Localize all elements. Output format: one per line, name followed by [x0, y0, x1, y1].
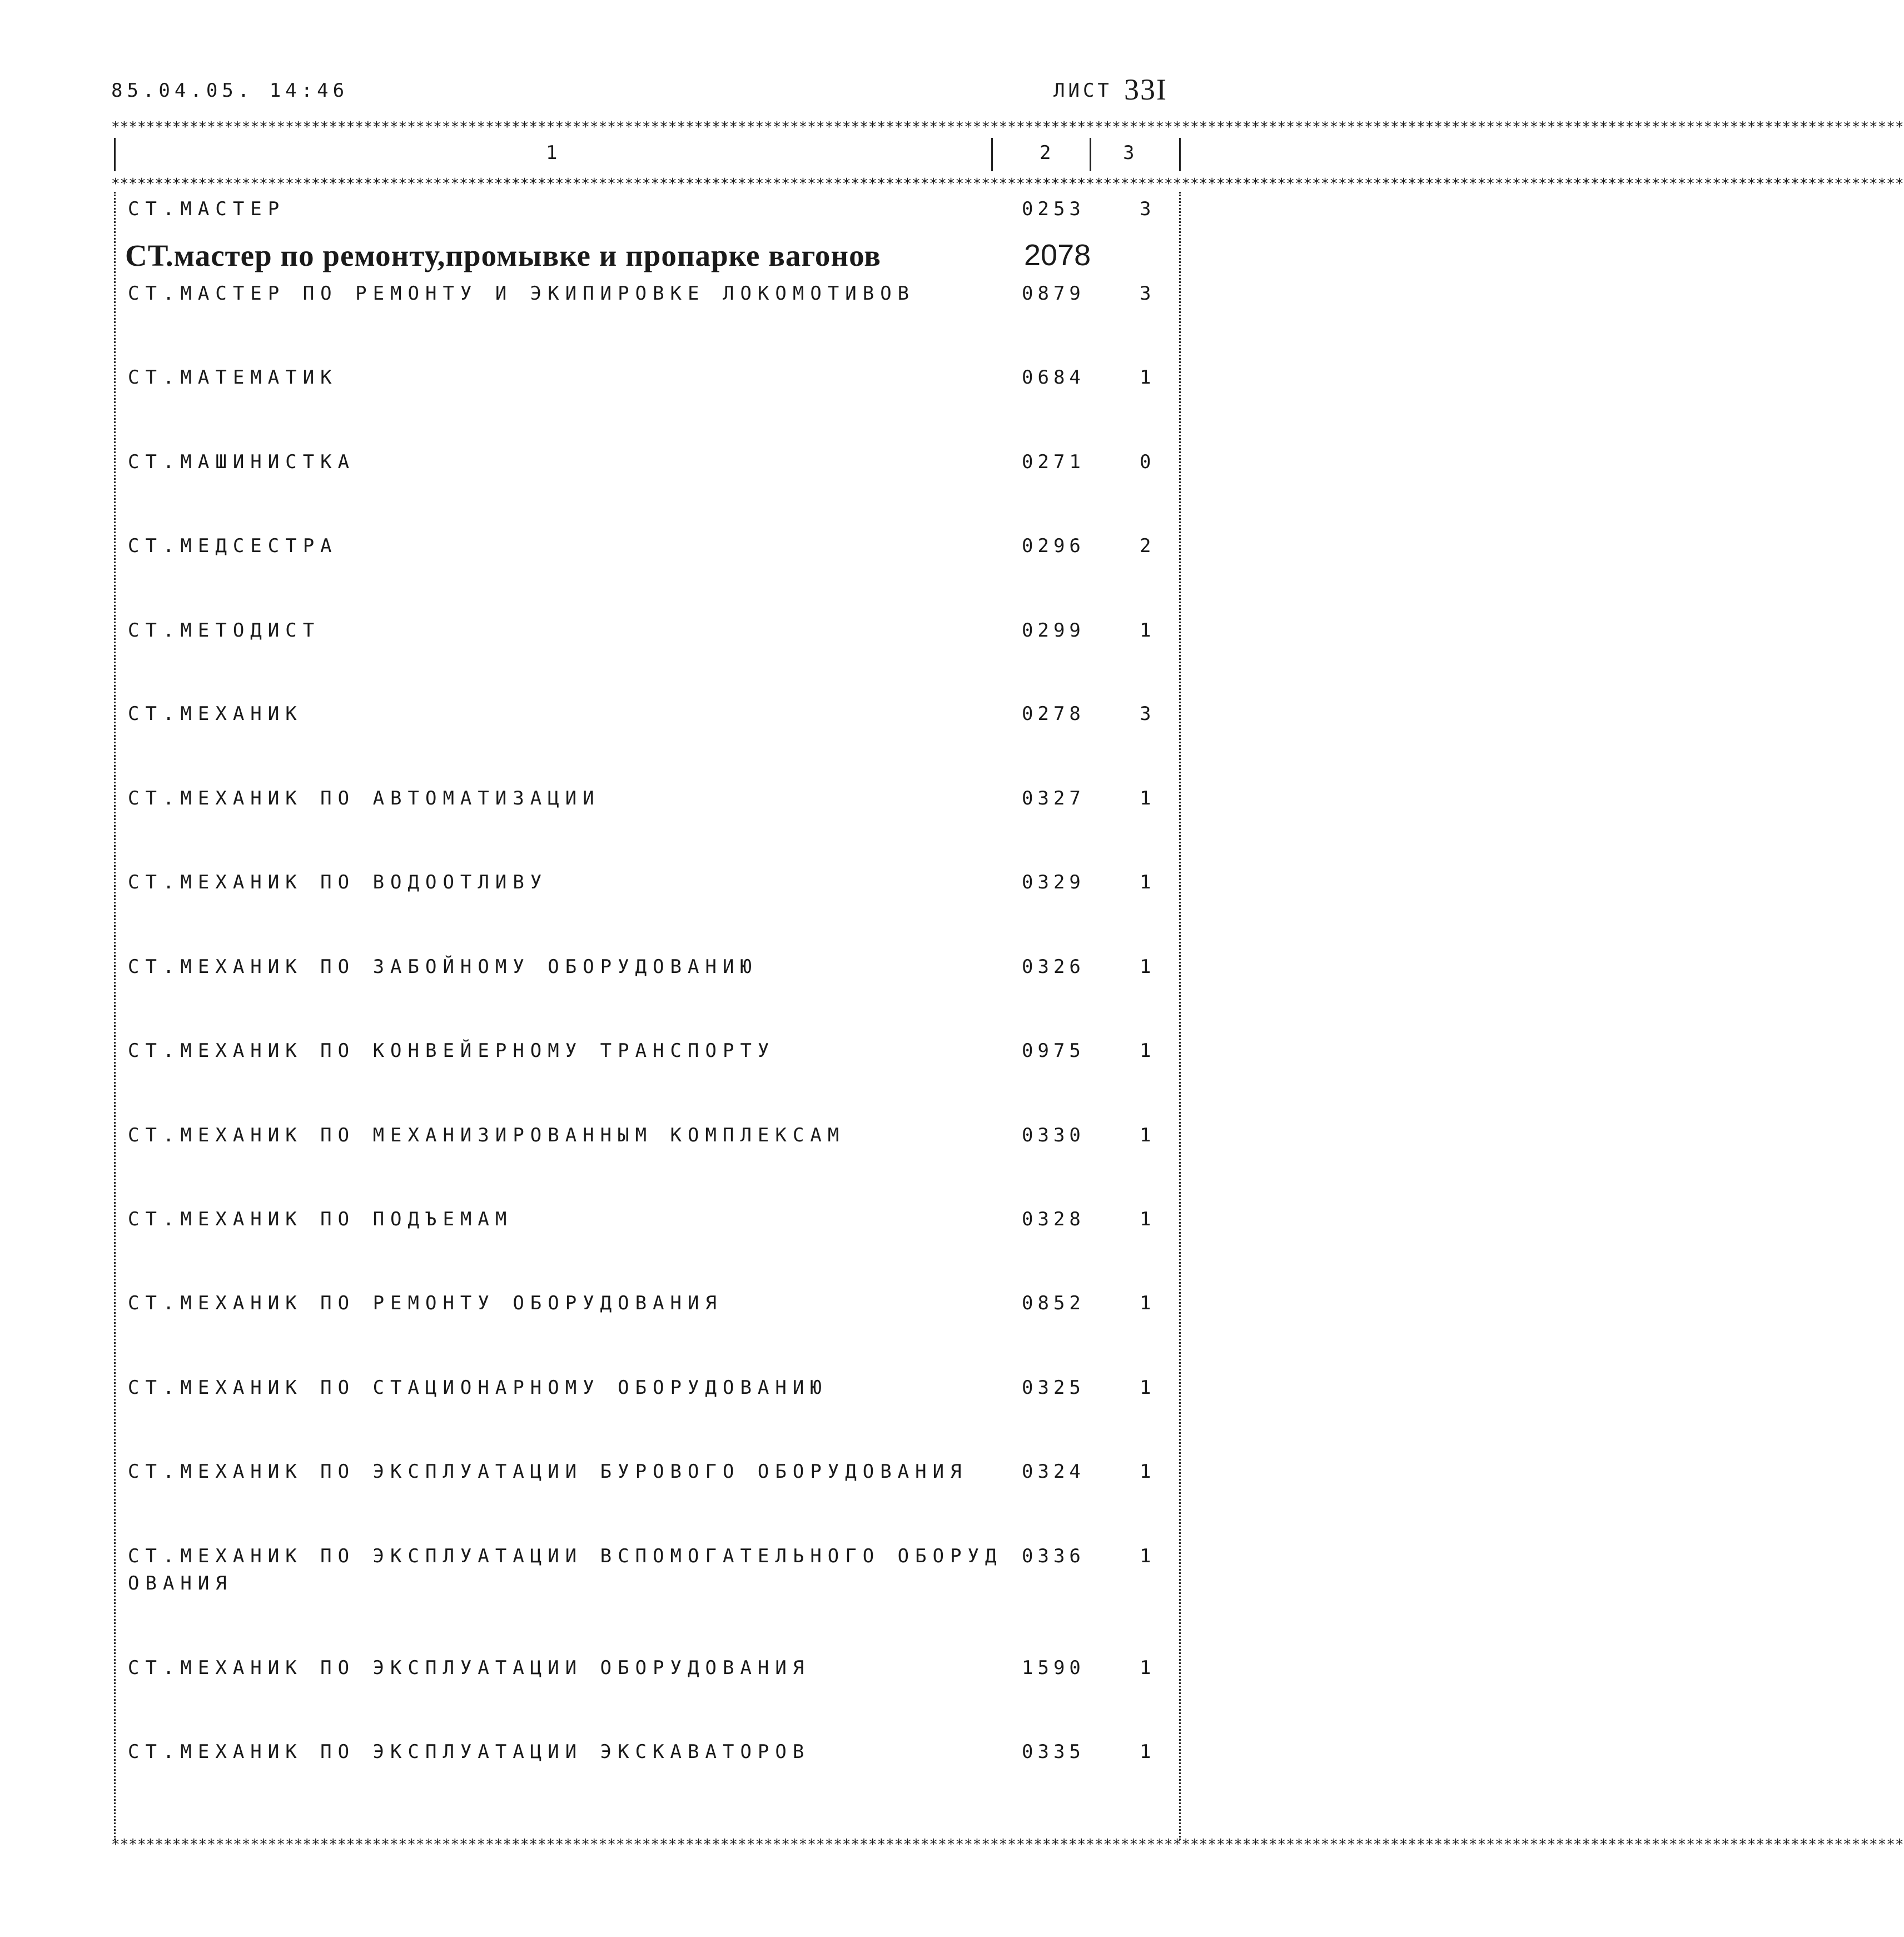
row-name: СТ.МЕХАНИК ПО КОНВЕЙЕРНОМУ ТРАНСПОРТУ: [128, 1040, 775, 1062]
row-category: 2: [1140, 535, 1151, 557]
row-name: СТ.МЕХАНИК ПО ВОДООТЛИВУ: [128, 871, 548, 893]
row-name: СТ.МЕХАНИК ПО АВТОМАТИЗАЦИИ: [128, 787, 600, 809]
row-category: 3: [1140, 198, 1151, 220]
row-code: 0296: [1022, 535, 1085, 557]
row-code: 0324: [1022, 1461, 1085, 1483]
row-name: СТ.МЕХАНИК ПО ЗАБОЙНОМУ ОБОРУДОВАНИЮ: [128, 956, 758, 978]
col-divider-1: [991, 138, 993, 171]
row-category: 1: [1140, 1461, 1151, 1483]
row-code: 0336: [1022, 1545, 1085, 1567]
row-name: СТ.МЕТОДИСТ: [128, 619, 321, 642]
row-code: 0329: [1022, 871, 1085, 893]
row-name: СТ.МАСТЕР: [128, 198, 286, 220]
row-name: СТ.МЕХАНИК ПО РЕМОНТУ ОБОРУДОВАНИЯ: [128, 1292, 723, 1314]
row-category: 1: [1140, 956, 1151, 978]
row-code: 0328: [1022, 1208, 1085, 1230]
column-3-header: 3: [1123, 142, 1135, 164]
row-category: 1: [1140, 1657, 1151, 1679]
row-code: 0253: [1022, 198, 1085, 220]
row-code: 0325: [1022, 1377, 1085, 1399]
row-name: СТ.МЕДСЕСТРА: [128, 535, 338, 557]
col-divider-2: [1090, 138, 1091, 171]
row-category: 1: [1140, 871, 1151, 893]
row-code: 0852: [1022, 1292, 1085, 1314]
row-category: 1: [1140, 619, 1151, 642]
row-code: 1590: [1022, 1657, 1085, 1679]
row-name: СТ.МЕХАНИК ПО ПОДЪЕМАМ: [128, 1208, 513, 1230]
row-category: 3: [1140, 703, 1151, 725]
row-name: СТ.МЕХАНИК ПО ЭКСПЛУАТАЦИИ БУРОВОГО ОБОРУДОВАНИЯ: [128, 1461, 968, 1483]
top-star-rule: **************************************************************************************************************************************************************************************************************: [111, 119, 1904, 136]
row-code: 0879: [1022, 282, 1085, 305]
row-name: СТ.МАТЕМАТИК: [128, 366, 338, 389]
row-name: СТ.МЕХАНИК ПО СТАЦИОНАРНОМУ ОБОРУДОВАНИЮ: [128, 1377, 828, 1399]
row-name: СТ.МЕХАНИК ПО ЭКСПЛУАТАЦИИ ВСПОМОГАТЕЛЬНОГО ОБОРУД ОВАНИЯ: [128, 1545, 1003, 1595]
row-category: 1: [1140, 1292, 1151, 1314]
table-border-right: [1179, 192, 1181, 1840]
row-code: 0684: [1022, 366, 1085, 389]
row-category: 1: [1140, 1377, 1151, 1399]
column-1-header: 1: [546, 142, 558, 164]
row-code: 0299: [1022, 619, 1085, 642]
table-border-left: [114, 192, 116, 1840]
sheet-label: ЛИСТ: [1053, 80, 1112, 102]
row-category: 1: [1140, 366, 1151, 389]
row-code: 0330: [1022, 1124, 1085, 1146]
row-code-typed: 2078: [1024, 239, 1091, 272]
header-star-rule: **************************************************************************************************************************************************************************************************************: [111, 176, 1904, 192]
row-code: 0271: [1022, 451, 1085, 473]
sheet-number: 33I: [1124, 73, 1167, 106]
row-category: 1: [1140, 1040, 1151, 1062]
row-name: СТ.МЕХАНИК ПО ЭКСПЛУАТАЦИИ ЭКСКАВАТОРОВ: [128, 1741, 811, 1763]
row-code: 0975: [1022, 1040, 1085, 1062]
row-name: СТ.МЕХАНИК ПО ЭКСПЛУАТАЦИИ ОБОРУДОВАНИЯ: [128, 1657, 811, 1679]
bottom-star-rule: **************************************************************************************************************************************************************************************************************: [111, 1836, 1904, 1853]
row-code: 0278: [1022, 703, 1085, 725]
row-category: 1: [1140, 1124, 1151, 1146]
row-code: 0327: [1022, 787, 1085, 809]
row-name: СТ.МЕХАНИК ПО МЕХАНИЗИРОВАННЫМ КОМПЛЕКСАМ: [128, 1124, 846, 1146]
row-category: 1: [1140, 1741, 1151, 1763]
row-category: 1: [1140, 1208, 1151, 1230]
row-name: СТ.МЕХАНИК: [128, 703, 303, 725]
row-code: 0326: [1022, 956, 1085, 978]
column-2-header: 2: [1040, 142, 1051, 164]
row-category: 1: [1140, 1545, 1151, 1567]
row-name: СТ.МАШИНИСТКА: [128, 451, 356, 473]
row-code: 0335: [1022, 1741, 1085, 1763]
row-name-typed: СТ.мастер по ремонту,промывке и пропарке вагонов: [125, 239, 881, 272]
row-category: 1: [1140, 787, 1151, 809]
row-category: 3: [1140, 282, 1151, 305]
row-category: 0: [1140, 451, 1151, 473]
row-name: СТ.МАСТЕР ПО РЕМОНТУ И ЭКИПИРОВКЕ ЛОКОМОТИВОВ: [128, 282, 916, 305]
col-border-right: [1179, 138, 1181, 171]
print-date: 85.04.05. 14:46: [111, 80, 349, 102]
col-border-left: [114, 138, 116, 171]
